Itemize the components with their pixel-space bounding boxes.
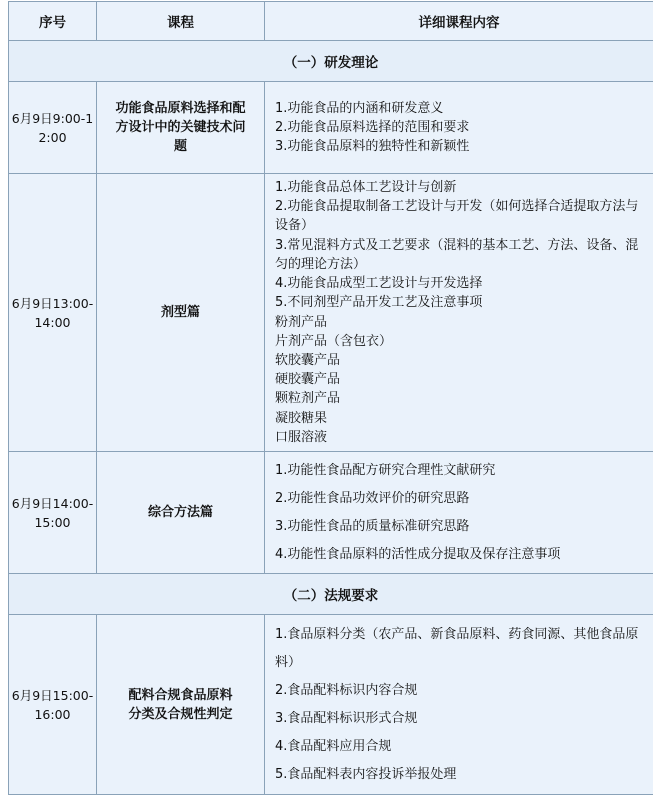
detail-item: 3.食品配料标识形式合规	[275, 705, 643, 733]
header-detail: 详细课程内容	[265, 2, 653, 41]
detail-item: 粉剂产品	[275, 313, 643, 332]
detail-item: 5.不同剂型产品开发工艺及注意事项	[275, 293, 643, 312]
detail-item: 4.功能性食品原料的活性成分提取及保存注意事项	[275, 541, 643, 569]
detail-item: 1.功能食品总体工艺设计与创新	[275, 178, 643, 197]
table-header-row	[9, 2, 653, 41]
detail-item: 4.功能食品成型工艺设计与开发选择	[275, 274, 643, 293]
section-title: （一）研发理论	[9, 41, 653, 82]
session-time: 6月9日14:00-15:00	[9, 452, 97, 574]
course-details	[265, 452, 653, 574]
detail-item: 1.功能食品的内涵和研发意义	[275, 99, 643, 118]
detail-item: 2.功能食品原料选择的范围和要求	[275, 118, 643, 137]
course-details	[265, 174, 653, 452]
detail-item: 5.食品配料表内容投诉举报处理	[275, 761, 643, 789]
table-row	[9, 174, 653, 452]
course-title: 综合方法篇	[97, 452, 265, 574]
detail-item: 3.功能食品原料的独特性和新颖性	[275, 137, 643, 156]
detail-item: 3.功能性食品的质量标准研究思路	[275, 513, 643, 541]
course-schedule-table	[8, 1, 653, 795]
detail-item: 硬胶囊产品	[275, 370, 643, 389]
detail-item: 1.功能性食品配方研究合理性文献研究	[275, 457, 643, 485]
detail-item: 2.功能食品提取制备工艺设计与开发（如何选择合适提取方法与设备）	[275, 197, 643, 235]
detail-item: 片剂产品（含包衣）	[275, 332, 643, 351]
detail-item: 2.食品配料标识内容合规	[275, 677, 643, 705]
section-row	[9, 41, 653, 82]
header-course: 课程	[97, 2, 265, 41]
header-no: 序号	[9, 2, 97, 41]
detail-item: 4.食品配料应用合规	[275, 733, 643, 761]
course-title-line: 功能食品原料选择和配方设计中的关键技术问题	[111, 99, 251, 156]
detail-item: 软胶囊产品	[275, 351, 643, 370]
course-details	[265, 82, 653, 174]
detail-item: 凝胶糖果	[275, 409, 643, 428]
course-details	[265, 615, 653, 795]
detail-item: 1.食品原料分类（农产品、新食品原料、药食同源、其他食品原料）	[275, 621, 643, 677]
session-time: 6月9日13:00-14:00	[9, 174, 97, 452]
section-row	[9, 574, 653, 615]
detail-item: 3.常见混料方式及工艺要求（混料的基本工艺、方法、设备、混匀的理论方法）	[275, 236, 643, 274]
session-time: 6月9日15:00-16:00	[9, 615, 97, 795]
detail-item: 颗粒剂产品	[275, 389, 643, 408]
section-title: （二）法规要求	[9, 574, 653, 615]
course-title: 剂型篇	[97, 174, 265, 452]
table-row	[9, 615, 653, 795]
session-time: 6月9日9:00-12:00	[9, 82, 97, 174]
table-row	[9, 82, 653, 174]
detail-item: 2.功能性食品功效评价的研究思路	[275, 485, 643, 513]
course-title-line: 配料合规食品原料分类及合规性判定	[129, 686, 233, 724]
course-title	[97, 82, 265, 174]
detail-item: 口服溶液	[275, 428, 643, 447]
course-title	[97, 615, 265, 795]
table-row	[9, 452, 653, 574]
